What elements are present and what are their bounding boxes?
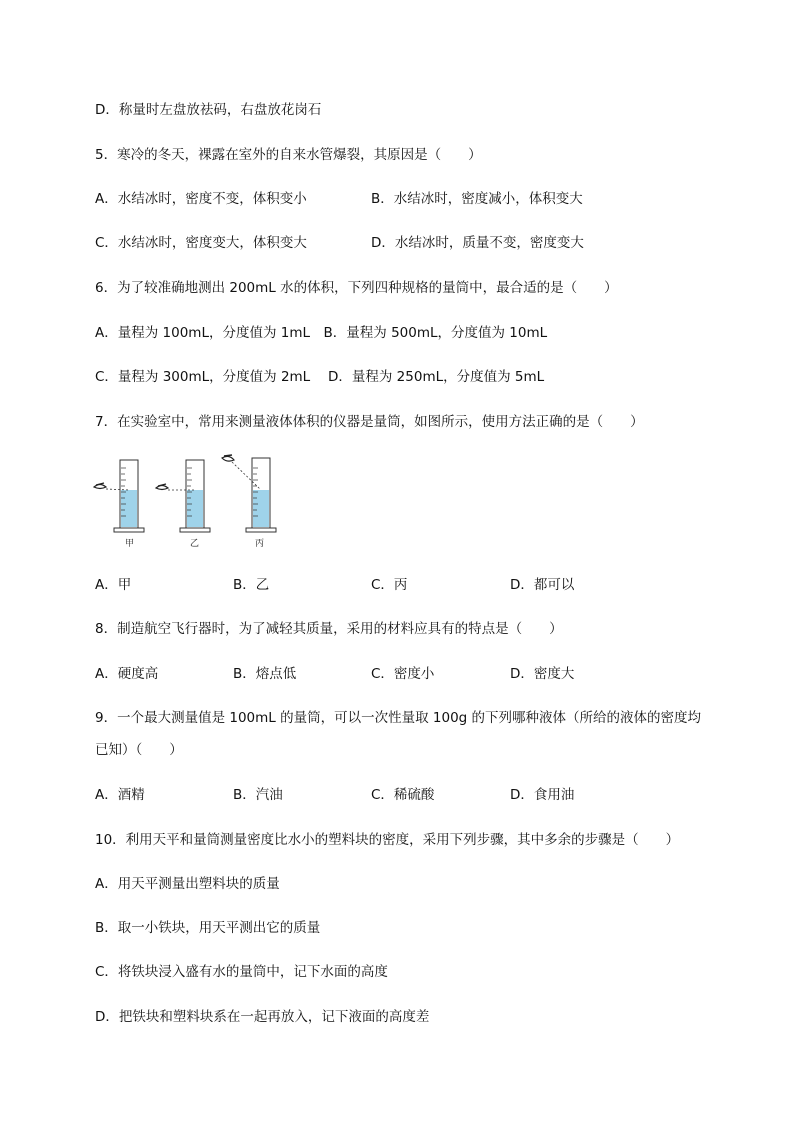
q9-option-d[interactable]: D．食用油 <box>510 787 575 803</box>
eye-icon <box>94 485 106 489</box>
q5-option-d[interactable]: D．水结冰时，质量不变，密度变大 <box>371 235 584 251</box>
q6-stem: 6．为了较准确地测出 200mL 水的体积，下列四种规格的量筒中，最合适的是（ ） <box>95 280 618 296</box>
q8-option-c[interactable]: C．密度小 <box>371 666 435 682</box>
q9-stem-line2: 已知）（ ） <box>95 742 183 758</box>
q5-option-a[interactable]: A．水结冰时，密度不变，体积变小 <box>95 191 307 207</box>
q6-options-cd[interactable]: C．量程为 300mL，分度值为 2mL D．量程为 250mL，分度值为 5mL <box>95 369 545 385</box>
cylinder-yi <box>156 460 210 549</box>
figure-label-bing: 丙 <box>255 539 265 549</box>
q7-option-a[interactable]: A．甲 <box>95 577 132 593</box>
figure-label-jia: 甲 <box>125 539 135 549</box>
q10-option-d[interactable]: D．把铁块和塑料块系在一起再放入，记下液面的高度差 <box>95 1009 430 1025</box>
q10-option-c[interactable]: C．将铁块浸入盛有水的量筒中，记下水面的高度 <box>95 964 388 980</box>
q10-stem: 10．利用天平和量筒测量密度比水小的塑料块的密度，采用下列步骤，其中多余的步骤是（ ） <box>95 832 680 848</box>
q7-option-c[interactable]: C．丙 <box>371 577 408 593</box>
q8-stem: 8．制造航空飞行器时，为了减轻其质量，采用的材料应具有的特点是（ ） <box>95 621 563 637</box>
q6-options-ab[interactable]: A．量程为 100mL，分度值为 1mL B．量程为 500mL，分度值为 10mL <box>95 325 548 341</box>
q5-option-c[interactable]: C．水结冰时，密度变大，体积变大 <box>95 235 307 251</box>
q8-option-b[interactable]: B．熔点低 <box>233 666 297 682</box>
q9-option-b[interactable]: B．汽油 <box>233 787 283 803</box>
q9-stem-line1: 9．一个最大测量值是 100mL 的量筒，可以一次性量取 100g 的下列哪种液体（所给的液体的密度均 <box>95 710 702 726</box>
q5-option-b[interactable]: B．水结冰时，密度减小，体积变大 <box>371 191 583 207</box>
q9-option-a[interactable]: A．酒精 <box>95 787 145 803</box>
q7-option-b[interactable]: B．乙 <box>233 577 270 593</box>
cylinder-bing <box>222 455 276 549</box>
q10-option-b[interactable]: B．取一小铁块，用天平测出它的质量 <box>95 920 321 936</box>
q8-option-d[interactable]: D．密度大 <box>510 666 575 682</box>
graduated-cylinder-figure <box>88 452 288 552</box>
eye-icon <box>222 456 234 461</box>
q8-option-a[interactable]: A．硬度高 <box>95 666 159 682</box>
q5-stem: 5．寒冷的冬天，裸露在室外的自来水管爆裂，其原因是（ ） <box>95 147 482 163</box>
cylinder-jia <box>94 460 144 549</box>
figure-label-yi: 乙 <box>190 539 200 549</box>
q7-option-d[interactable]: D．都可以 <box>510 577 575 593</box>
q10-option-a[interactable]: A．用天平测量出塑料块的质量 <box>95 876 280 892</box>
q4-option-d: D．称量时左盘放祛码，右盘放花岗石 <box>95 102 322 118</box>
cylinder-diagram <box>88 452 288 552</box>
q9-option-c[interactable]: C．稀硫酸 <box>371 787 435 803</box>
eye-icon <box>156 486 168 490</box>
q7-stem: 7．在实验室中，常用来测量液体体积的仪器是量筒，如图所示，使用方法正确的是（ ） <box>95 414 644 430</box>
